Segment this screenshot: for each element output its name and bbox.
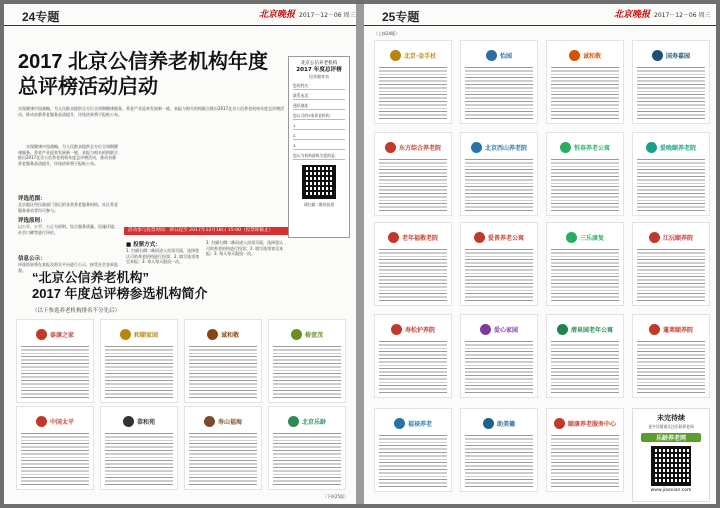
institution-card [632,40,710,124]
institution-description [21,433,89,487]
institution-logo [380,413,446,433]
institution-logo [552,137,618,157]
principle-text: 以公开、公平、公正为原则，综合服务质量、设施环境、社会口碑等进行评价。 [18,224,118,235]
notice-label: 信息公示： [18,256,46,262]
institution-card [16,319,94,403]
logo-mark-icon [646,142,657,153]
intro-column: 实现健康中国战略，为人民群众提供全方位全周期健康服务。养老产业迎来发展新一轮，本报与相关机构联合推出2017北京公信养老机构年度总评榜活动，推动首都养老服务品质提升，评选结果将于报纸公布。 [18,144,118,166]
institution-logo [552,45,618,65]
masthead-logo-right: 北京晚报 [614,10,651,20]
institution-description [273,433,341,487]
institution-card [460,222,538,306]
vote-method-label: ■ 投票方式： [126,242,161,248]
institution-card [460,132,538,216]
institution-description [379,159,447,213]
institution-logo [552,319,618,339]
institution-card [632,132,710,216]
institution-description [551,249,619,303]
institution-card [374,408,452,492]
logo-mark-icon [394,418,405,429]
promo-subtitle: 更多详情请关注乐龄养老网 [648,424,694,429]
logo-mark-icon [560,142,571,153]
institution-description [637,67,705,121]
institution-description [551,159,619,213]
institution-name: 三乐康复 [579,234,604,242]
institution-name: 椿萱茂 [304,331,323,339]
institution-card [546,132,624,216]
page-header-right [364,4,716,26]
institution-name: 清泉园老年公寓 [570,326,613,334]
qr-caption: 请扫描二维码投票 [303,202,335,207]
name-field[interactable]: 您的姓名： [293,83,345,90]
institution-description [189,433,257,487]
institution-logo [638,45,704,65]
logo-mark-icon [569,50,580,61]
institution-card [184,319,262,403]
institution-name: 江沅颐养院 [662,234,693,242]
institution-card [374,40,452,124]
logo-mark-icon [120,329,131,340]
institution-card [546,40,624,124]
institution-name: 恒春养老公寓 [573,144,610,152]
institution-name: 恭和苑 [136,418,155,426]
institution-name: 爱普养老公寓 [487,234,524,242]
institution-description [379,435,447,489]
institution-card [374,132,452,216]
institution-logo [22,324,88,344]
institution-card [546,314,624,398]
logo-mark-icon [36,329,47,340]
institution-name: 诚和敬 [220,331,239,339]
logo-mark-icon [480,324,491,335]
choice-3-field[interactable]: 3. [293,143,345,150]
institution-card [100,319,178,403]
logo-mark-icon [652,50,663,61]
promo-url[interactable]: www.jiaonian.com [650,488,692,493]
vote-method-list: 1. 扫描右侧二维码进入投票页面，选择您认可的养老机构进行投票；2. 填写选票寄至本报；3. 每人每天限投一次。 [206,240,284,257]
logo-mark-icon [390,50,401,61]
institution-description [379,249,447,303]
institution-logo [106,411,172,431]
left-page [4,4,356,504]
choice-1-field[interactable]: 1. [293,123,345,130]
address-field[interactable]: 通讯地址： [293,103,345,110]
institution-name: 中国太平 [49,418,74,426]
institution-card [184,406,262,490]
promo-site-name: 乐龄养老网 [641,433,701,442]
institution-name: 国寿嘉园 [665,52,690,60]
logo-mark-icon [649,324,660,335]
institution-name: 助美德 [496,420,515,428]
continued-from-note: （上接24版） [374,31,400,36]
institution-logo [380,319,446,339]
section-heading-line2: 2017 年度总评榜参选机构简介 [32,286,208,301]
right-page [364,4,716,504]
institution-logo [466,413,532,433]
institution-description [21,346,89,400]
institution-card [16,406,94,490]
institution-name: 和颐家园 [133,331,158,339]
institution-description [273,346,341,400]
institution-name: 诚和敬 [582,52,601,60]
logo-mark-icon [649,232,660,243]
institution-card [460,408,538,492]
institution-logo [380,137,446,157]
lead-paragraph: 实现健康中国战略，为人民群众提供全方位全周期健康服务。养老产业迎来发展新一轮，本报与相关机构联合推出2017北京公信养老机构年度总评榜活动，推动首都养老服务品质提升，评选结果将于报纸公布。 [18,106,285,117]
logo-mark-icon [474,232,485,243]
institution-card [546,222,624,306]
vote-time-banner: 活动参与投票时间：即日起至 2017年12月18日 15:00（投票即截止） [124,227,294,235]
institution-logo [380,45,446,65]
logo-mark-icon [204,416,215,427]
institution-description [465,159,533,213]
institution-card [632,314,710,398]
institution-logo [466,45,532,65]
section-heading-line1: “北京公信养老机构” [32,270,150,285]
promo-box [632,408,710,502]
page-number-right: 25专题 [382,10,420,24]
principle-label: 评选原则： [18,218,46,224]
logo-mark-icon [385,142,396,153]
institution-description [551,67,619,121]
logo-mark-icon [486,50,497,61]
institution-logo [638,227,704,247]
notice-text: 评选结果将在本报及相关平台进行公示，接受社会各界监督。 [18,262,118,273]
masthead-logo: 北京晚报 [259,10,296,20]
institution-logo [466,319,532,339]
logo-mark-icon [288,416,299,427]
institution-name: 蓬莱颐养院 [662,326,693,334]
logo-mark-icon [471,142,482,153]
institution-logo [190,411,256,431]
institution-logo [106,324,172,344]
choices-label: 您认可的3家养老机构： [293,113,345,120]
continued-note: （下转25版） [322,494,348,499]
institution-logo [638,137,704,157]
institution-card [546,408,624,492]
page-gutter [356,4,364,504]
institution-description [189,346,257,400]
institution-description [105,346,173,400]
page-date: 2017－12－06 周三 [299,12,356,19]
ballot-form [288,56,350,238]
institution-logo [274,411,340,431]
institution-logo [552,227,618,247]
institution-logo [190,324,256,344]
institution-description [551,341,619,395]
institution-logo [22,411,88,431]
section-subheading: （以下参选养老机构排名不分先后） [32,308,121,314]
institution-card [268,319,346,403]
institution-description [637,159,705,213]
institution-card [632,222,710,306]
page-date-right: 2017－12－06 周三 [654,12,711,19]
institution-description [379,341,447,395]
institution-description [379,67,447,121]
scope-label: 评选范围： [18,196,46,202]
logo-mark-icon [388,232,399,243]
institution-name: 寿松护养院 [404,326,435,334]
phone-field[interactable]: 联系电话： [293,93,345,100]
logo-mark-icon [557,324,568,335]
page-number: 24专题 [22,10,60,24]
logo-mark-icon [554,418,565,429]
logo-mark-icon [391,324,402,335]
logo-mark-icon [566,232,577,243]
form-subtitle: 投票邮寄表 [309,74,329,79]
page-header [4,4,356,26]
form-title: 2017 年度总评榜 [296,67,342,73]
institution-name: 东方综合养老院 [398,144,441,152]
institution-name: 泰康之家 [49,331,74,339]
institution-name: 福禄养老 [407,420,432,428]
institution-card [268,406,346,490]
promo-qr-icon[interactable] [651,446,691,486]
reason-field[interactable]: 您认为机构最吸引您的是： [293,153,345,160]
institution-logo [638,319,704,339]
institution-name: 爱晚颐养老院 [659,144,696,152]
institution-name: 北京西山养老院 [484,144,527,152]
scope-text: 北京地区经民政部门登记的各类养老服务机构、社区养老服务驿站等均可参与。 [18,202,118,213]
institution-description [551,435,619,489]
institution-name: 北京·金手杖 [403,52,437,60]
logo-mark-icon [483,418,494,429]
institution-description [465,341,533,395]
institution-logo [552,413,618,433]
institution-description [105,433,173,487]
promo-title: 未完待续 [657,414,685,422]
institution-name: 寿山福海 [217,418,242,426]
institution-name: 颐康养老服务中心 [567,420,616,428]
choice-2-field[interactable]: 2. [293,133,345,140]
institution-name: 爱心家园 [493,326,518,334]
institution-description [465,67,533,121]
institution-name: 老年福敬老院 [401,234,438,242]
section-heading [32,270,208,302]
institution-card [100,406,178,490]
institution-name: 北京乐龄 [301,418,326,426]
institution-card [374,314,452,398]
institution-logo [380,227,446,247]
institution-description [465,435,533,489]
vote-method-text: 1. 扫描右侧二维码进入投票页面，选择您认可的养老机构进行投票；2. 填写选票寄至本报；3. 每人每天限投一次。 [126,248,200,265]
institution-description [465,249,533,303]
institution-logo [466,227,532,247]
page-title: 2017 北京公信养老机构年度总评榜活动启动 [18,51,269,98]
logo-mark-icon [207,329,218,340]
institution-logo [466,137,532,157]
logo-mark-icon [291,329,302,340]
institution-name: 怡园 [499,52,512,60]
qr-code-icon[interactable] [302,165,336,199]
institution-card [460,40,538,124]
logo-mark-icon [36,416,47,427]
institution-description [637,249,705,303]
institution-card [460,314,538,398]
form-heading: 北京公信养老机构 [300,61,338,66]
logo-mark-icon [123,416,134,427]
institution-logo [274,324,340,344]
institution-card [374,222,452,306]
institution-description [637,341,705,395]
